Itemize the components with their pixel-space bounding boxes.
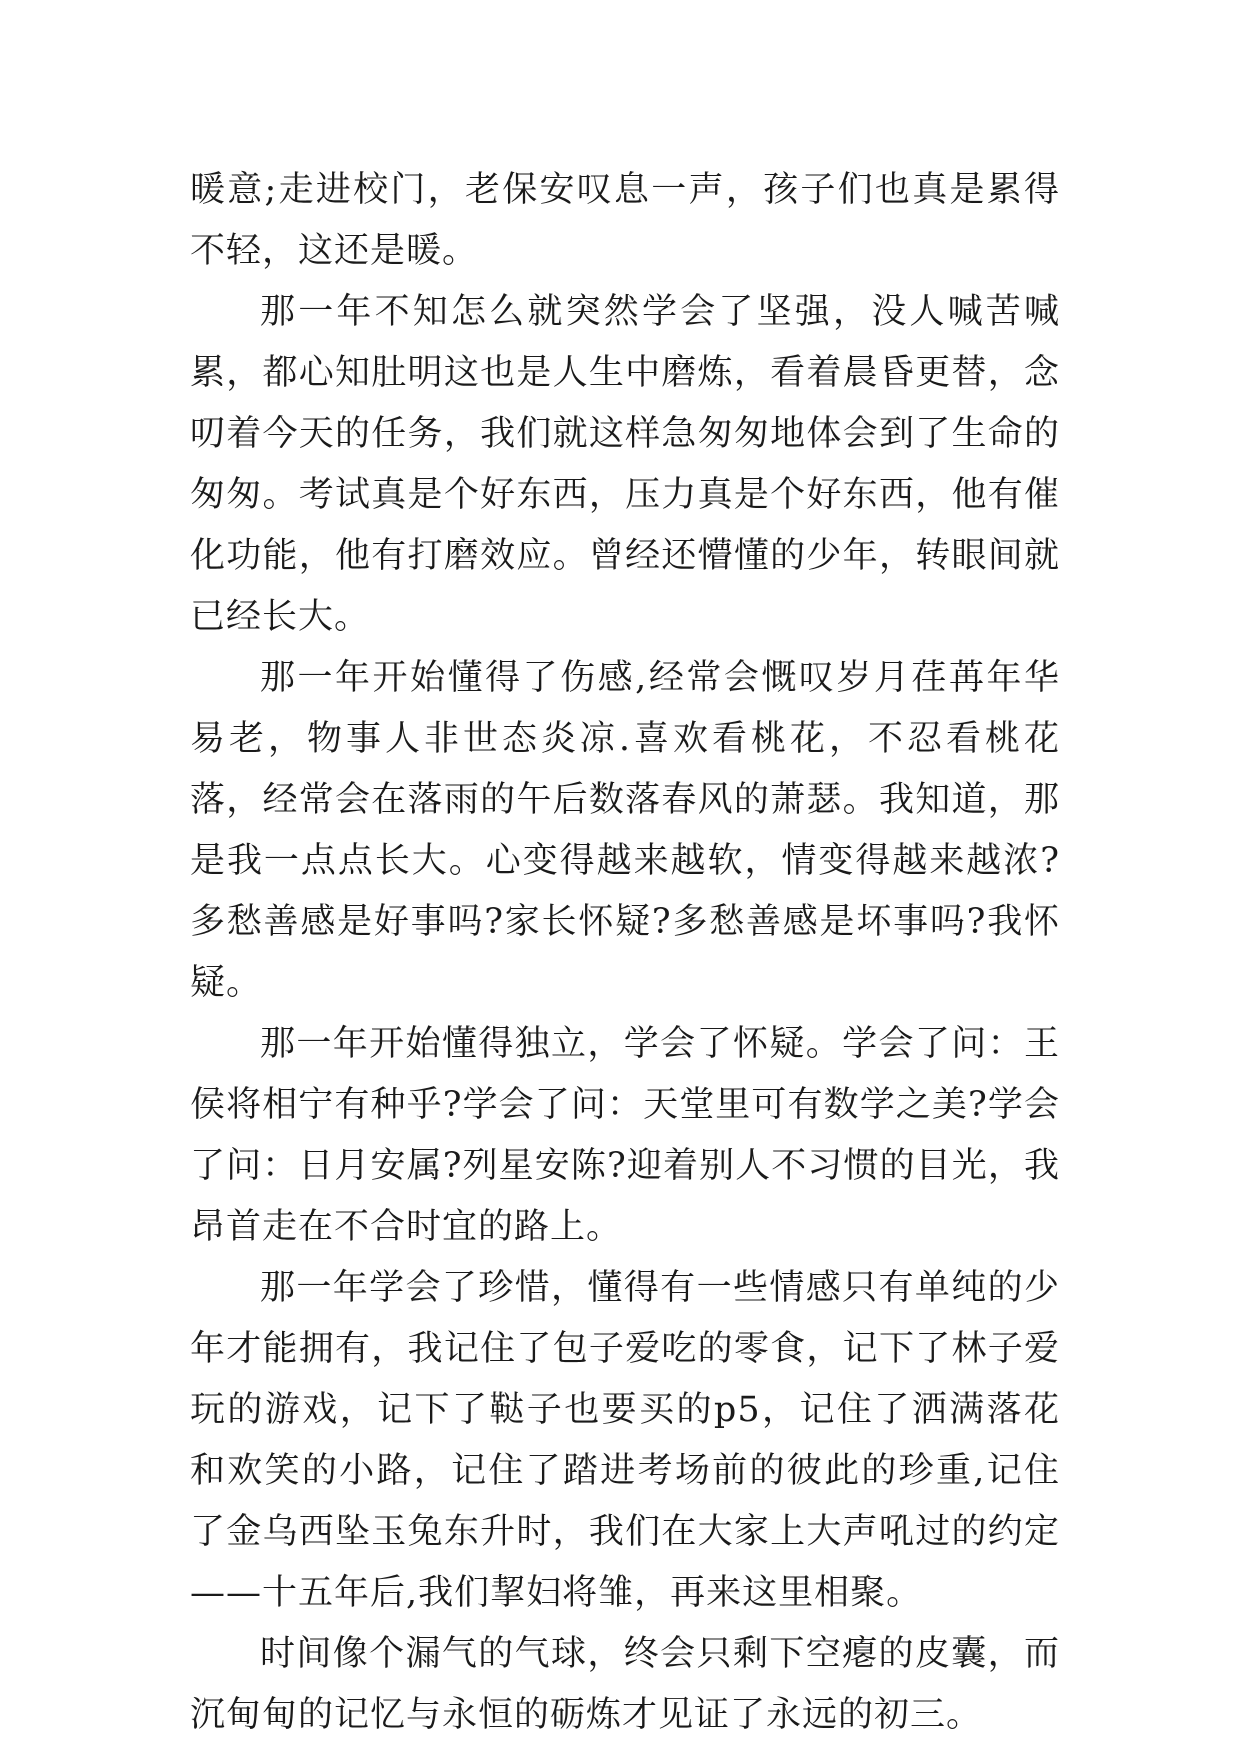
paragraph-continuation: 暖意;走进校门，老保安叹息一声，孩子们也真是累得不轻，这还是暖。 [190, 170, 1060, 271]
paragraph-closing: 时间像个漏气的气球，终会只剩下空瘪的皮囊，而沉甸甸的记忆与永恒的砺炼才见证了永远的初三。 [190, 1634, 1060, 1735]
paragraph-cherish: 那一年学会了珍惜，懂得有一些情感只有单纯的少年才能拥有，我记住了包子爱吃的零食，记下了林子爱玩的游戏，记下了鞑子也要买的p5，记住了洒满落花和欢笑的小路，记住了踏进考场前的彼此的珍重,记住了金乌西坠玉兔东升时，我们在大家上大声吼过的约定——十五年后,我们挈妇将雏，再来这里相聚。 [190, 1268, 1060, 1613]
paragraph-sentiment: 那一年开始懂得了伤感,经常会慨叹岁月荏苒年华易老，物事人非世态炎凉.喜欢看桃花，不忍看桃花落，经常会在落雨的午后数落春风的萧瑟。我知道，那是我一点点长大。心变得越来越软，情变得越来越浓?多愁善感是好事吗?家长怀疑?多愁善感是坏事吗?我怀疑。 [190, 658, 1060, 1003]
paragraph-strength: 那一年不知怎么就突然学会了坚强，没人喊苦喊累，都心知肚明这也是人生中磨炼，看着晨昏更替，念叨着今天的任务，我们就这样急匆匆地体会到了生命的匆匆。考试真是个好东西，压力真是个好东西，他有催化功能，他有打磨效应。曾经还懵懂的少年，转眼间就已经长大。 [190, 292, 1060, 637]
paragraph-independence: 那一年开始懂得独立，学会了怀疑。学会了问：王侯将相宁有种乎?学会了问：天堂里可有数学之美?学会了问：日月安属?列星安陈?迎着别人不习惯的目光，我昂首走在不合时宜的路上。 [190, 1024, 1060, 1247]
body-text [190, 160, 1060, 1746]
